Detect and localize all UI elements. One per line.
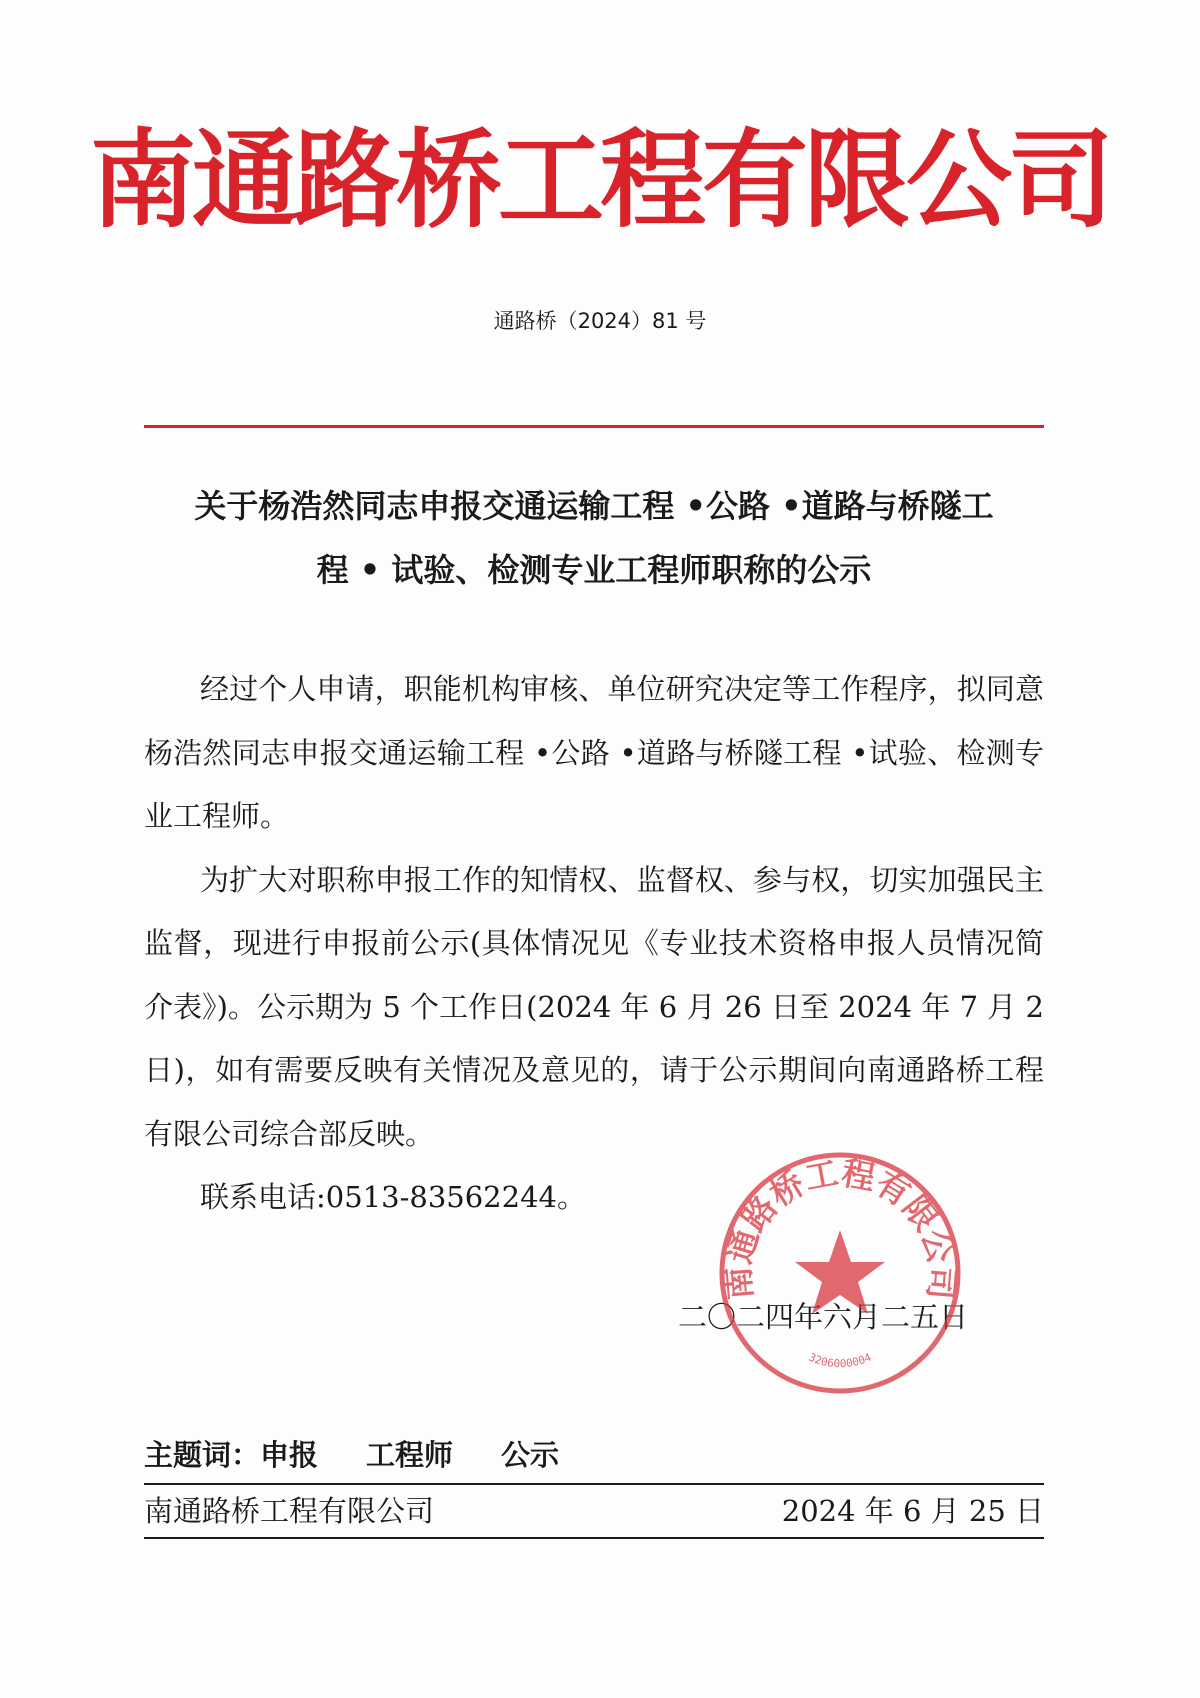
keyword-item: 申报 [260,1438,319,1472]
body-paragraph-1: 经过个人申请，职能机构审核、单位研究决定等工作程序，拟同意杨浩然同志申报交通运输工程 •公路 •道路与桥隧工程 •试验、检测专业工程师。 [144,672,1044,833]
issue-date: 2024 年 6 月 25 日 [781,1494,1044,1528]
document-number: 通路桥（2024）81 号 [493,309,707,333]
keyword-item: 公示 [501,1438,560,1472]
issuer-name: 南通路桥工程有限公司 [144,1494,435,1528]
keyword-item: 工程师 [366,1438,454,1472]
seal-star-icon [795,1230,885,1314]
seal-ring-text: 南通路桥工程有限公司 [718,1152,962,1302]
svg-text:3206000004 [807,1351,874,1371]
document-title [144,474,1044,602]
keywords-row [144,1435,1044,1485]
red-divider-rule [144,425,1044,428]
document-body [144,658,1044,1230]
title-line-1: 关于杨浩然同志申报交通运输工程 •公路 •道路与桥隧工 [194,487,994,525]
contact-line: 联系电话:0513-83562244。 [200,1180,586,1214]
seal-serial-number: 3206000004 [806,1350,874,1371]
letterhead-company-name: 南通路桥工程有限公司 [90,119,1110,242]
issuer-row [144,1489,1044,1539]
signature-date: 二〇二四年六月二五日 [678,1300,969,1334]
body-paragraph-2: 为扩大对职称申报工作的知情权、监督权、参与权，切实加强民主监督，现进行申报前公示(具体情况见《专业技术资格申报人员情况简介表》)。公示期为 5 个工作日(2024 年 6 月 26 日至 2024 年 7 月 2 日)，如有需要反映有关情况及意见的，请于公示期间向南通路桥工程有限公司综合部反映。 [144,862,1044,1151]
title-line-2: 程 • 试验、检测专业工程师职称的公示 [316,551,872,589]
keywords-label: 主题词： [144,1438,261,1472]
company-seal-stamp [715,1148,965,1398]
